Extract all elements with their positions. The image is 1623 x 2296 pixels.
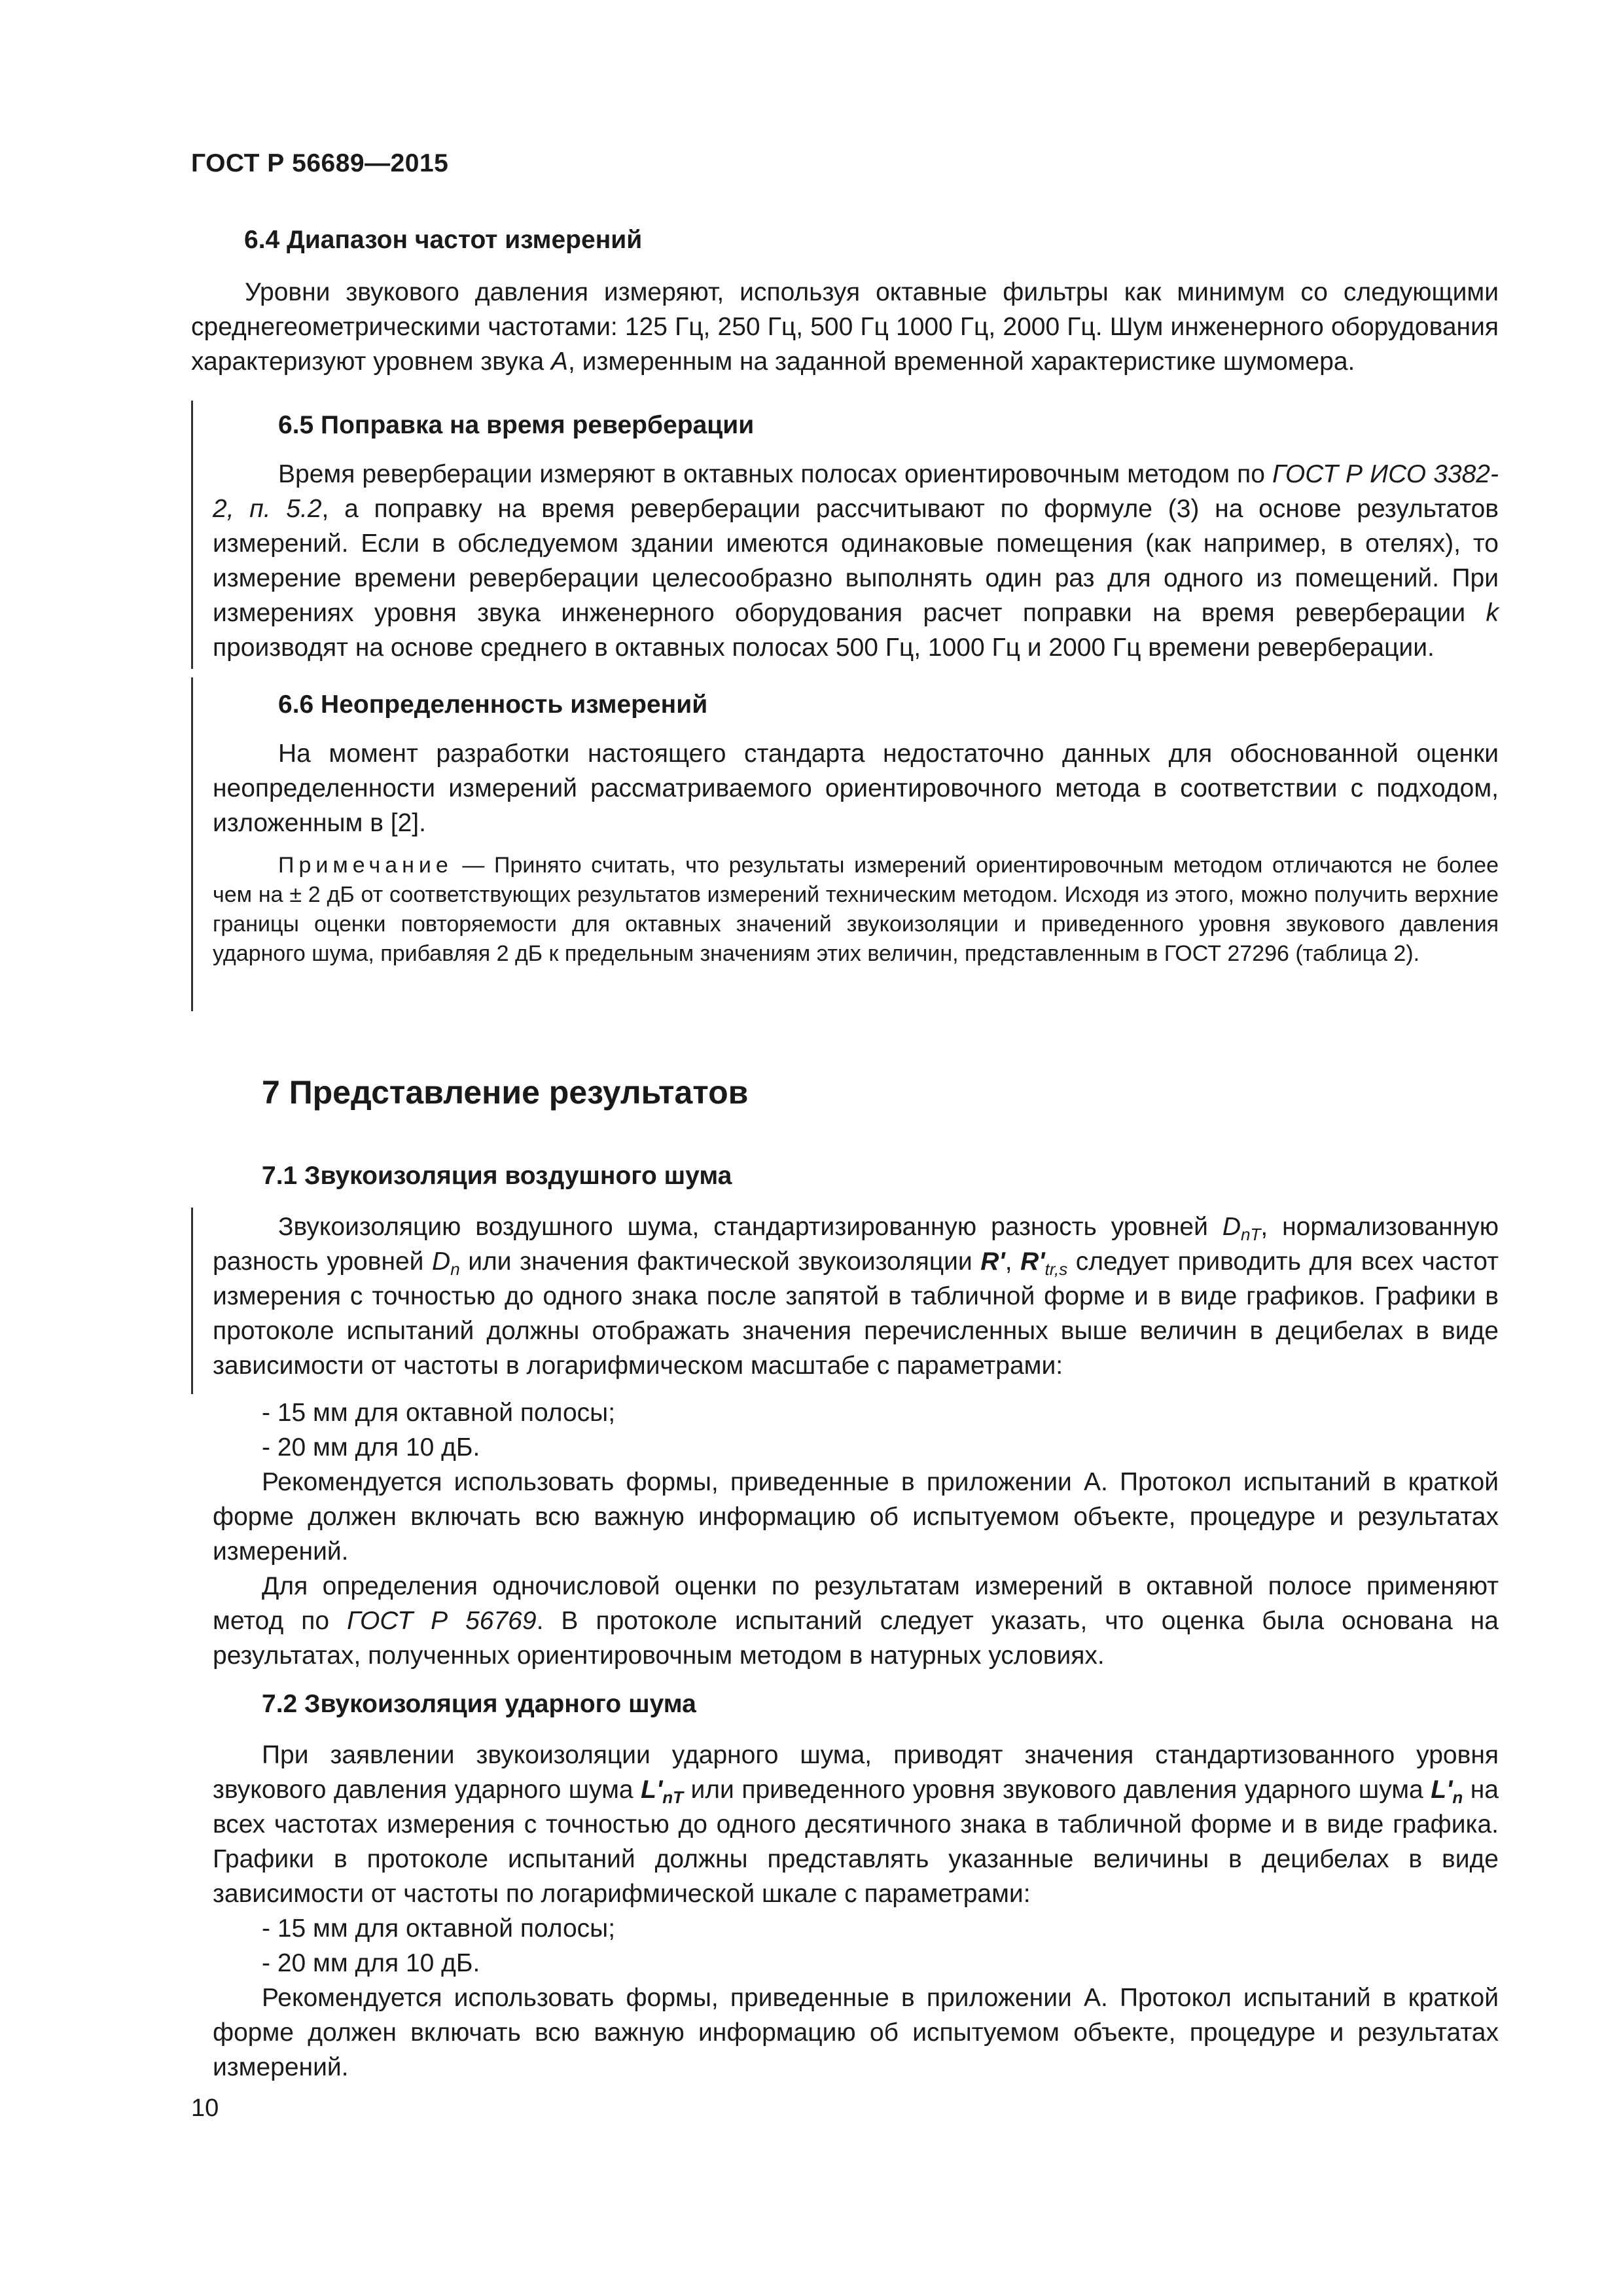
section-7-1-text: Звукоизоляцию воздушного шума, стандартизированную разность уровней $D_{nT}$, нормализованную разность уровней $D_n$ или значения фактической звукоизоляции R', $R'_{tr,s}$ следует приводить для всех частот измерения с точностью до одного знака после запятой в табличной форме и в виде графиков. Графики в протоколе испытаний должны отображать значения перечисленных выше величин в децибелах в виде зависимости от частоты в логарифмическом масштабе с параметрами: xyxy=(213,1213,1499,1380)
section-6-6-title: 6.6 Неопределенность измерений xyxy=(278,691,708,719)
change-bar xyxy=(191,401,193,669)
section-6-5-title: 6.5 Поправка на время реверберации xyxy=(278,411,755,439)
change-bar xyxy=(191,1208,193,1394)
section-7-title: 7 Представление результатов xyxy=(262,1074,749,1111)
change-bar xyxy=(191,677,193,1011)
page-number: 10 xyxy=(191,2094,219,2122)
section-6-4-text: Уровни звукового давления измеряют, используя октавные фильтры как минимум со следующими среднегеометрическими частотами: 125 Гц, 250 Гц, 500 Гц 1000 Гц, 2000 Гц. Шум инженерного оборудования характеризуют уровнем звука А, измеренным на заданной временной характеристике шумомера. xyxy=(191,278,1499,376)
section-7-1-recommend: Рекомендуется использовать формы, приведенные в приложении А. Протокол испытаний в краткой форме должен включать всю важную информацию об испытуемом объекте, процедуре и результатах измерений. xyxy=(213,1468,1499,1566)
section-7-1-rating: Для определения одночисловой оценки по результатам измерений в октавной полосе применяют метод по ГОСТ Р 56769. В протоколе испытаний следует указать, что оценка была основана на результатах, полученных ориентировочным методом в натурных условиях. xyxy=(213,1572,1499,1670)
section-7-2-recommend: Рекомендуется использовать формы, приведенные в приложении А. Протокол испытаний в краткой форме должен включать всю важную информацию об испытуемом объекте, процедуре и результатах измерений. xyxy=(213,1984,1499,2081)
section-6-4-title: 6.4 Диапазон частот измерений xyxy=(244,226,643,254)
section-7-1-title: 7.1 Звукоизоляция воздушного шума xyxy=(262,1162,732,1190)
list-item: - 15 мм для октавной полосы; xyxy=(262,1399,616,1427)
section-6-5-text: Время реверберации измеряют в октавных полосах ориентировочным методом по ГОСТ Р ИСО 3382-2, п. 5.2, а поправку на время реверберации рассчитывают по формуле (3) на основе результатов измерений. Если в обследуемом здании имеются одинаковые помещения (как например, в отелях), то измерение времени реверберации целесообразно выполнять один раз для одного из помещений. При измерениях уровня звука инженерного оборудования расчет поправки на время реверберации k производят на основе среднего в октавных полосах 500 Гц, 1000 Гц и 2000 Гц времени реверберации. xyxy=(213,460,1499,662)
list-item: - 20 мм для 10 дБ. xyxy=(262,1949,480,1977)
note: Примечание — Принято считать, что результаты измерений ориентировочным методом отличаются не более чем на ± 2 дБ от соответствующих результатов измерений техническим методом. Исходя из этого, можно получить верхние границы оценки повторяемости для октавных значений звукоизоляции и приведенного уровня звукового давления ударного шума, прибавляя 2 дБ к предельным значениям этих величин, представленным в ГОСТ 27296 (таблица 2). xyxy=(213,853,1499,966)
list-item: - 15 мм для октавной полосы; xyxy=(262,1914,616,1943)
section-7-2-text: При заявлении звукоизоляции ударного шума, приводят значения стандартизованного уровня звукового давления ударного шума $L'_{nT}$ или приведенного уровня звукового давления ударного шума $L'_n$ на всех частотах измерения с точностью до одного десятичного знака в табличной форме и в виде графика. Графики в протоколе испытаний должны представлять указанные величины в децибелах в виде зависимости от частоты по логарифмической шкале с параметрами: xyxy=(213,1741,1499,1908)
section-6-6-text: На момент разработки настоящего стандарта недостаточно данных для обоснованной оценки неопределенности измерений рассматриваемого ориентировочного метода в соответствии с подходом, изложенным в [2]. xyxy=(213,740,1499,837)
document-header: ГОСТ Р 56689—2015 xyxy=(191,149,449,177)
note-label: Примечание xyxy=(278,853,453,878)
section-7-2-title: 7.2 Звукоизоляция ударного шума xyxy=(262,1690,696,1718)
list-item: - 20 мм для 10 дБ. xyxy=(262,1433,480,1462)
